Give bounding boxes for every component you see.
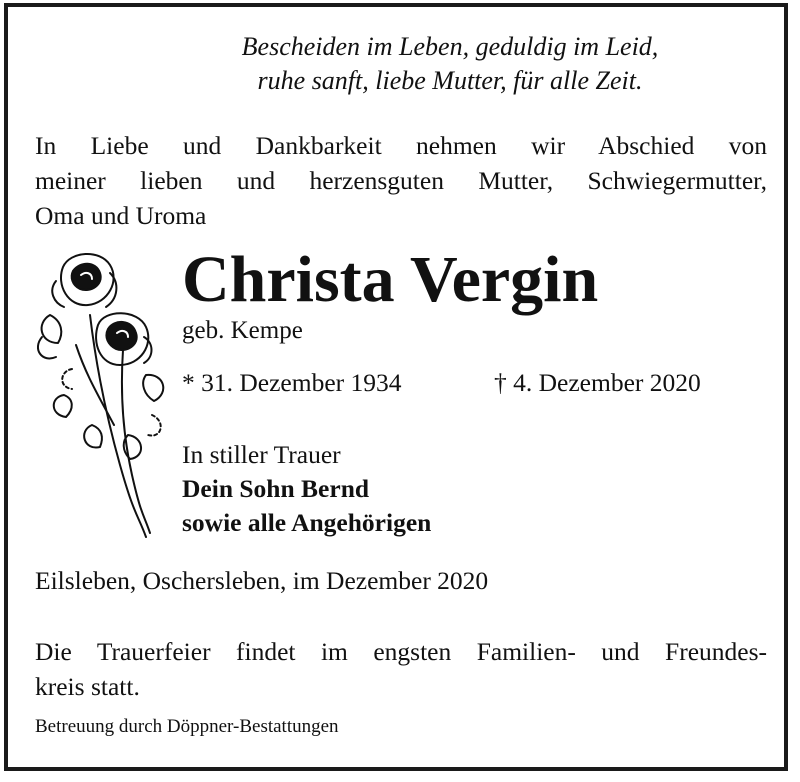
- funeral-line-2: kreis statt.: [35, 672, 140, 701]
- undertaker-credit: Betreuung durch Döppner-Bestattungen: [35, 716, 339, 737]
- mourners-line-2: Dein Sohn Bernd: [182, 474, 370, 503]
- maiden-name: geb. Kempe: [182, 317, 303, 344]
- motto-line-2: ruhe sanft, liebe Mutter, für alle Zeit.: [257, 66, 643, 95]
- mourners-line-3: sowie alle Angehörigen: [182, 508, 432, 537]
- motto: [170, 30, 730, 98]
- mourners: [182, 438, 431, 540]
- death-date: † 4. Dezember 2020: [494, 368, 701, 397]
- place-date: Eilsleben, Oschersleben, im Dezember 2020: [35, 566, 489, 595]
- funeral-note: [35, 634, 767, 704]
- intro-line-1: In Liebe und Dankbarkeit nehmen wir Abschied von: [35, 131, 767, 160]
- mourners-line-1: In stiller Trauer: [182, 440, 341, 469]
- motto-line-1: Bescheiden im Leben, geduldig im Leid,: [241, 32, 659, 61]
- rose-icon: [28, 245, 178, 545]
- intro-text: [35, 128, 767, 233]
- birth-date: * 31. Dezember 1934: [182, 368, 402, 397]
- deceased-name: Christa Vergin: [182, 243, 599, 316]
- intro-line-3: Oma und Uroma: [35, 201, 207, 230]
- intro-line-2: meiner lieben und herzensguten Mutter, Schwiegermutter,: [35, 166, 767, 195]
- funeral-line-1: Die Trauerfeier findet im engsten Familien- und Freundes-: [35, 637, 767, 666]
